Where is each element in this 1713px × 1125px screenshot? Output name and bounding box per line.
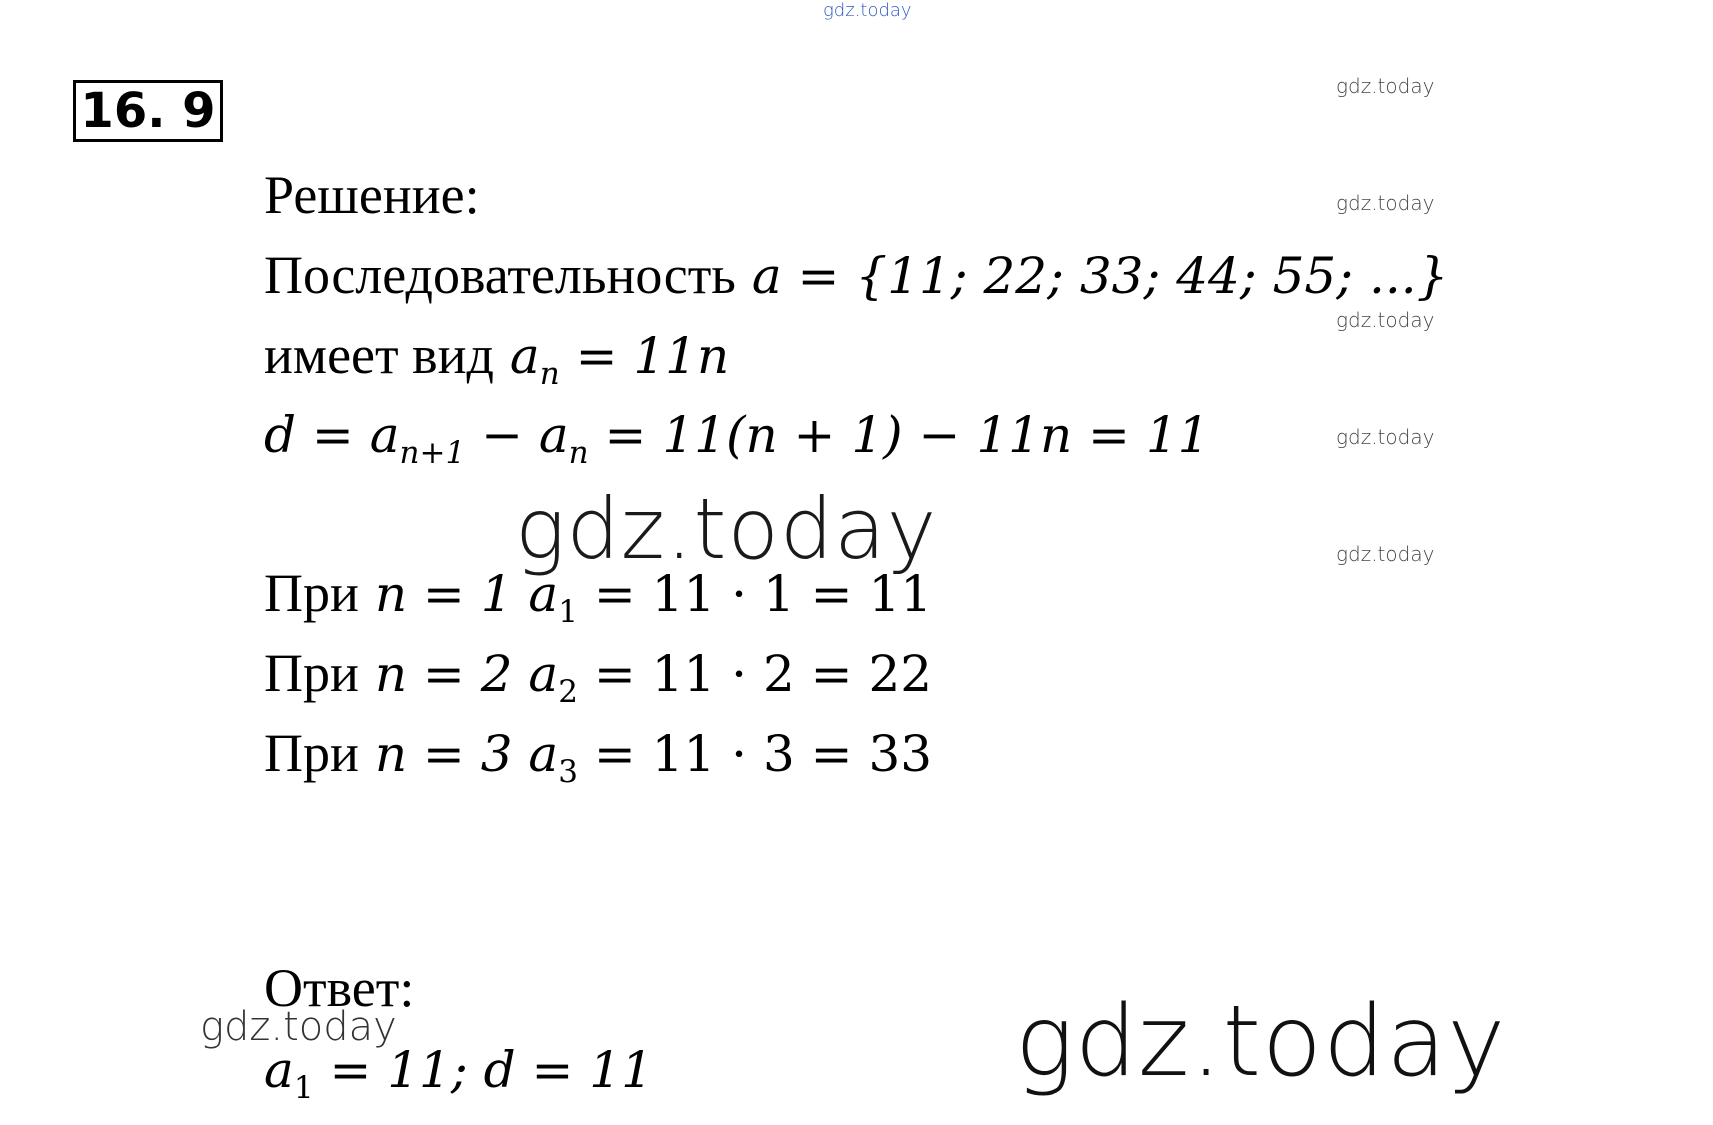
watermark-bottom-small: gdz.today [200, 1004, 397, 1050]
difference-line [264, 405, 1209, 472]
sequence-math: a = {11; 22; 33; 44; 55; ...} [751, 247, 1449, 305]
watermark-top: gdz.today [823, 0, 912, 21]
answer-a: a [264, 1041, 294, 1099]
case-a: a [528, 725, 559, 783]
watermark-side: gdz.today [1336, 542, 1435, 566]
problem-number: 16. 9 [73, 80, 223, 142]
watermark-side: gdz.today [1336, 74, 1435, 98]
watermark-side: gdz.today [1336, 191, 1435, 215]
answer-label-text: Ответ: [264, 958, 415, 1018]
solution-label [264, 165, 480, 226]
case-sub: 3 [558, 753, 578, 790]
form-text: имеет вид [264, 325, 494, 385]
sequence-text: Последовательность [264, 245, 736, 305]
answer-rest: = 11; d = 11 [313, 1041, 653, 1099]
d-sub-2: n [568, 434, 589, 471]
case-a: a [528, 565, 559, 623]
case-line [264, 563, 932, 631]
case-prefix: При [264, 643, 359, 703]
case-n: n = 1 [374, 565, 513, 623]
case-prefix: При [264, 723, 359, 783]
form-math-rest: = 11n [559, 327, 730, 385]
case-n: n = 3 [374, 725, 513, 783]
watermark-middle: gdz.today [515, 480, 938, 578]
case-rest: = 11 · 2 = 22 [577, 645, 933, 703]
answer-line [264, 1040, 653, 1107]
d-math-1: d = a [264, 406, 400, 464]
watermark-side: gdz.today [1336, 425, 1435, 449]
form-line [264, 325, 729, 393]
case-rest: = 11 · 1 = 11 [577, 565, 933, 623]
case-sub: 2 [558, 673, 578, 710]
case-a: a [528, 645, 559, 703]
solution-label-text: Решение: [264, 165, 480, 225]
d-math-3: = 11(n + 1) − 11n = 11 [588, 406, 1210, 464]
watermark-side: gdz.today [1336, 308, 1435, 332]
watermark-bottom-big: gdz.today [1015, 985, 1507, 1099]
d-sub-1: n+1 [399, 434, 466, 471]
d-math-2: − a [465, 406, 569, 464]
answer-sub: 1 [293, 1069, 314, 1106]
case-sub: 1 [558, 593, 578, 630]
case-prefix: При [264, 563, 359, 623]
case-line [264, 643, 932, 711]
case-rest: = 11 · 3 = 33 [577, 725, 933, 783]
case-n: n = 2 [374, 645, 513, 703]
case-line [264, 723, 932, 791]
form-math-a: a [509, 327, 540, 385]
sequence-line [264, 245, 1448, 306]
form-math-sub: n [539, 355, 560, 392]
